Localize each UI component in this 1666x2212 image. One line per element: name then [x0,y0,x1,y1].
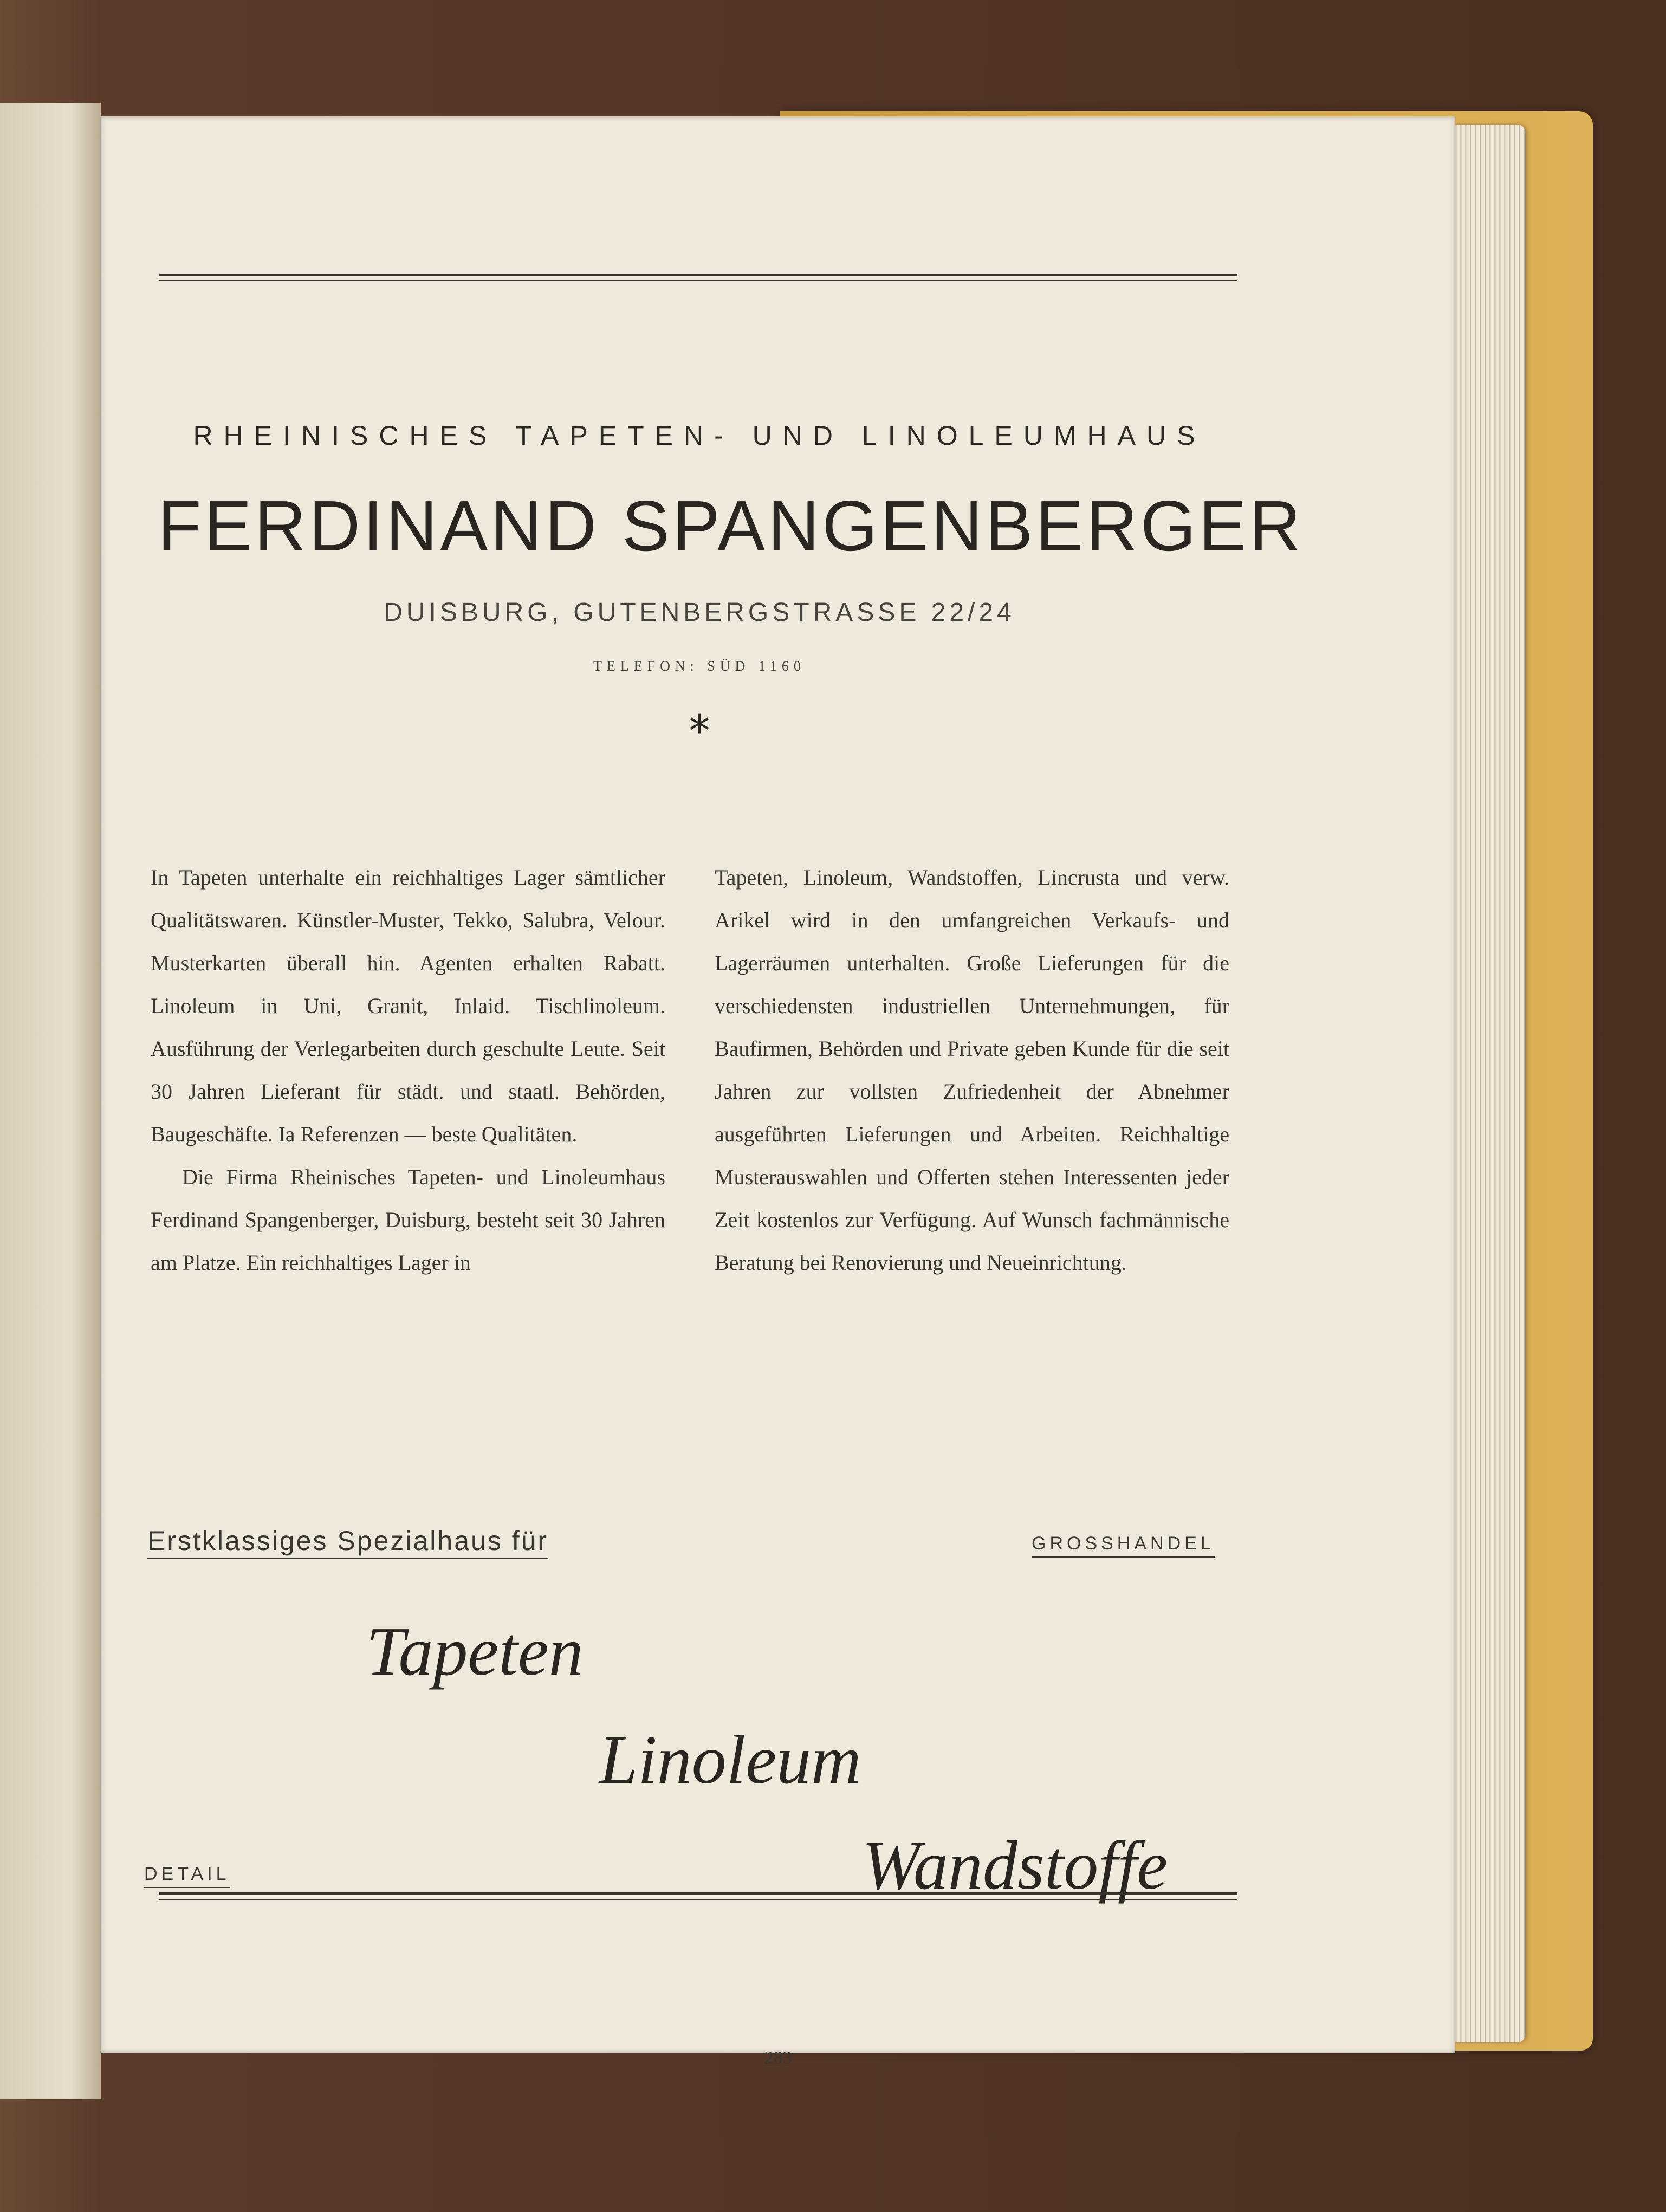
product-wandstoffe: Wandstoffe [862,1827,1168,1904]
grosshandel-label: GROSSHANDEL [1032,1533,1215,1558]
page-stack-edges [1452,125,1525,2042]
body-paragraph: Tapeten, Linoleum, Wandstoffen, Lincrusta und verw. Arikel wird in den umfangreichen Verkaufs- und Lagerräumen unterhalten. Große Lieferungen für die verschiedensten industriellen Unternehmungen, für Baufirmen, Behörden und Private geben Kunde für die seit Jahren zur vollsten Zufriedenheit der Abnehmer ausgeführten Lieferungen und Arbeiten. Reichhaltige Musterauswahlen und Offerten stehen Interessenten jeder Zeit kostenlos zur Verfügung. Auf Wunsch fachmännische Beratung bei Renovierung und Neueinrichtung. [715,865,1229,1275]
body-text-left-column [151,856,665,1284]
company-name: FERDINAND SPANGENBERGER [158,486,1304,566]
bottom-double-rule [159,1892,1237,1900]
top-double-rule [159,274,1237,281]
body-text-right-column [715,856,1229,1284]
book-page [101,116,1455,2068]
company-address: DUISBURG, GUTENBERGSTRASSE 22/24 [384,598,1015,627]
company-subtitle: RHEINISCHES TAPETEN- UND LINOLEUMHAUS [193,420,1206,451]
body-paragraph: Die Firma Rheinisches Tapeten- und Linoleumhaus Ferdinand Spangenberger, Duisburg, besteht seit 30 Jahren am Platze. Ein reichhaltiges Lager in [151,1165,665,1275]
page-number: 283 [764,2048,792,2068]
body-paragraph: In Tapeten unterhalte ein reichhaltiges Lager sämtlicher Qualitätswaren. Künstler-Muster, Tekko, Salubra, Velour. Musterkarten überall hin. Agenten erhalten Rabatt. Linoleum in Uni, Granit, Inlaid. Tischlinoleum. Ausführung der Verlegarbeiten durch geschulte Leute. Seit 30 Jahren Lieferant für städt. und staatl. Behörden, Baugeschäfte. Ia Referenzen — beste Qualitäten. [151,865,665,1146]
product-linoleum: Linoleum [599,1721,861,1798]
asterisk-ornament: * [689,707,710,756]
detail-label: DETAIL [144,1864,230,1888]
product-tapeten: Tapeten [366,1613,584,1690]
spezialhaus-caption: Erstklassiges Spezialhaus für [147,1525,548,1559]
facing-page-edge [0,103,101,2099]
company-phone: TELEFON: SÜD 1160 [593,658,806,674]
